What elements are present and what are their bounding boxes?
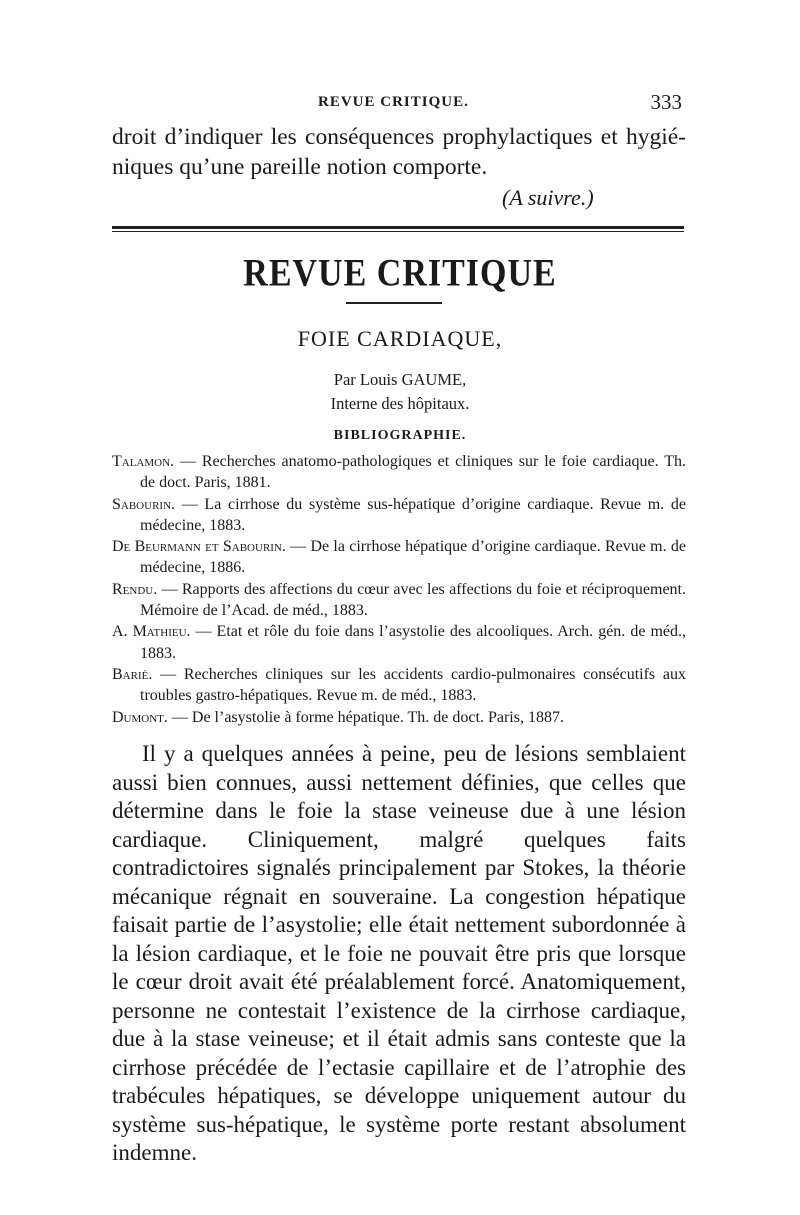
- bibliography-heading: BIBLIOGRAPHIE.: [333, 428, 467, 443]
- entry-text: — Rapports des affections du cœur avec les affections du foie et réciproquement. Mémoire de l’Acad. de méd., 1883.: [140, 580, 686, 620]
- bibliography-entry: [112, 579, 686, 622]
- bibliography-list: [112, 451, 686, 728]
- entry-author: Dumont.: [112, 708, 168, 726]
- previous-article-ending: [112, 122, 686, 182]
- bibliography-entry: [112, 664, 686, 707]
- bibliography-entry: [112, 451, 686, 494]
- running-head-title: REVUE CRITIQUE.: [318, 94, 469, 110]
- section-divider-thick: [112, 226, 684, 229]
- section-divider-thin: [112, 231, 684, 232]
- article-title: FOIE CARDIAQUE,: [297, 326, 503, 351]
- author-role: Interne des hôpitaux.: [330, 394, 470, 413]
- entry-text: — La cirrhose du système sus-hépatique d’origine cardiaque. Revue m. de médecine, 1883.: [140, 495, 686, 534]
- closing-paragraph: droit d’indiquer les conséquences prophylactiques et hygié-niques qu’une pareille notion comporte.: [112, 124, 686, 180]
- bibliography-entry: [112, 536, 686, 579]
- entry-author: Barié.: [112, 665, 153, 683]
- page-number: 333: [650, 90, 682, 114]
- entry-text: — Recherches anatomo-pathologiques et cliniques sur le foie cardiaque. Th. de doct. Paris, 1881.: [140, 453, 686, 492]
- entry-author: Rendu.: [112, 580, 158, 598]
- entry-text: — Recherches cliniques sur les accidents cardio-pulmonaires consécutifs aux troubles gastro-hépatiques. Revue m. de méd., 1883.: [140, 665, 686, 705]
- article-body: [112, 740, 686, 1168]
- article-author: Par Louis GAUME,: [333, 370, 467, 389]
- entry-author: Talamon.: [112, 453, 175, 470]
- entry-text: — De l’asystolie à forme hépatique. Th. de doct. Paris, 1887.: [167, 708, 564, 726]
- entry-author: A. Mathieu.: [112, 623, 191, 641]
- bibliography-entry: [112, 494, 686, 537]
- title-underline: [346, 302, 442, 304]
- body-paragraph: Il y a quelques années à peine, peu de lésions semblaient aussi bien connues, aussi nettement définies, que celles que détermine dans le foie la stase veineuse due à une lésion cardiaque. Cliniquement, malgré quelques faits contradictoires signalés principalement par Stokes, la théorie mécanique régnait en souveraine. La congestion hépatique faisait partie de l’asystolie; elle était nettement subordonnée à la lésion cardiaque, et le foie ne pouvait être pris que lorsque le cœur droit avait été préalablement forcé. Anatomiquement, personne ne contestait l’existence de la cirrhose cardiaque, due à la stase veineuse; et il était admis sans conteste que la cirrhose précédée de l’ectasie capillaire et de l’atrophie des trabécules hépatiques, se développe uniquement autour du système sus-hépatique, le système porte restant absolument indemne.: [112, 741, 686, 1165]
- bibliography-entry: [112, 621, 686, 664]
- entry-author: Sabourin.: [112, 495, 176, 513]
- section-title: REVUE CRITIQUE: [243, 252, 557, 295]
- entry-author: De Beurmann et Sabourin.: [112, 538, 286, 556]
- to-be-continued-note: (A suivre.): [502, 185, 594, 210]
- bibliography-entry: [112, 707, 686, 728]
- running-head: [0, 90, 800, 118]
- entry-text: — De la cirrhose hépatique d’origine cardiaque. Revue m. de médecine, 1886.: [140, 538, 686, 577]
- entry-text: — Etat et rôle du foie dans l’asystolie des alcooliques. Arch. gén. de méd., 1883.: [140, 623, 686, 662]
